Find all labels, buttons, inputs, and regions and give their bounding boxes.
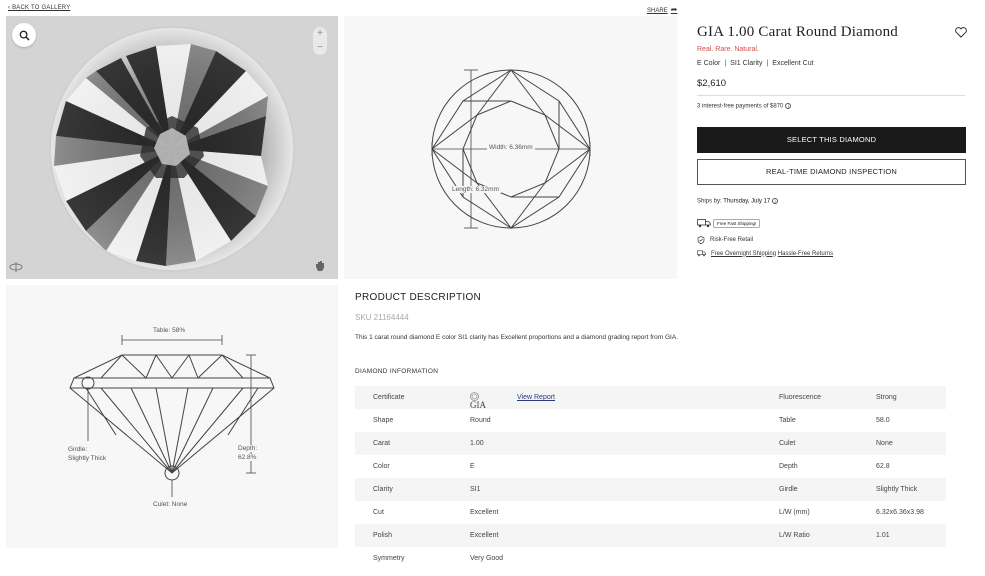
zoom-out-icon[interactable]: − xyxy=(317,42,323,53)
spec-summary xyxy=(697,60,814,67)
table-row: Color E Depth 62.8 xyxy=(373,463,890,470)
side-profile-diagram xyxy=(6,285,338,548)
delivery-truck-icon xyxy=(697,218,711,228)
divider: | xyxy=(724,60,727,67)
sku: SKU 21164444 xyxy=(355,313,409,322)
free-shipping-row xyxy=(697,217,760,229)
gia-logo: GIA xyxy=(470,392,479,401)
side-profile-drawing xyxy=(6,285,338,548)
heart-icon[interactable] xyxy=(955,27,967,38)
spec-color: E Color xyxy=(697,60,721,67)
share-arrow-icon: ➦ xyxy=(670,5,678,14)
product-title: GIA 1.00 Carat Round Diamond xyxy=(697,24,898,40)
zoom-in-icon[interactable]: + xyxy=(317,28,323,39)
girdle-value: Slightly Thick xyxy=(68,455,107,462)
product-description-heading: PRODUCT DESCRIPTION xyxy=(355,292,482,303)
select-diamond-button[interactable]: SELECT THIS DIAMOND xyxy=(697,127,966,153)
table-row: Polish Excellent L/W Ratio 1.01 xyxy=(355,524,946,547)
risk-free-perk: Risk-Free Retail xyxy=(697,236,753,244)
price: $2,610 xyxy=(697,78,727,89)
table-row: Certificate GIA View Report Fluorescence Strong xyxy=(355,386,946,409)
returns-link[interactable]: Hassle-Free Returns xyxy=(777,250,834,257)
calendar-info-icon[interactable]: i xyxy=(772,198,778,204)
divider: | xyxy=(766,60,769,67)
table-row: Carat 1.00 Culet None xyxy=(355,432,946,455)
free-shipping-badge: Free Fast Shipping! xyxy=(713,219,760,228)
back-to-gallery-link[interactable]: ‹ BACK TO GALLERY xyxy=(8,5,71,11)
info-icon[interactable]: i xyxy=(785,103,791,109)
view-report-link[interactable]: View Report xyxy=(517,394,556,401)
table-row: Symmetry Very Good xyxy=(373,555,504,562)
shipping-returns-perk xyxy=(697,250,833,257)
ships-by: Ships by: Thursday, July 17 i xyxy=(697,198,778,205)
divider xyxy=(697,95,965,96)
table-row: Cut Excellent L/W (mm) 6.32x6.36x3.98 xyxy=(373,509,924,516)
share-link[interactable]: SHARE ➦ xyxy=(647,5,678,14)
diamond-info-table xyxy=(355,386,946,570)
culet-label: Culet: None xyxy=(153,501,188,508)
search-icon xyxy=(19,30,30,41)
hand-drag-icon[interactable] xyxy=(313,259,327,273)
length-label: Length: 6.32mm xyxy=(452,186,499,193)
description-text: This 1 carat round diamond E color SI1 clarity has Excellent proportions and a diamond grading report from GIA. xyxy=(355,334,678,341)
rotate-360-icon[interactable] xyxy=(9,261,23,273)
tagline: Real. Rare. Natural. xyxy=(697,46,759,53)
diamond-photo xyxy=(6,16,338,279)
diamond-photo-viewer[interactable] xyxy=(6,16,338,279)
zoom-controls xyxy=(313,27,327,55)
top-view-diagram xyxy=(344,16,677,279)
spec-clarity: SI1 Clarity xyxy=(730,60,763,67)
depth-label: Depth: xyxy=(238,445,258,452)
diamond-information-heading: DIAMOND INFORMATION xyxy=(355,368,439,375)
table-label: Table: 58% xyxy=(153,327,186,334)
installments-text: 3 interest-free payments of $870 i xyxy=(697,103,791,110)
overnight-shipping-link[interactable]: Free Overnight Shipping xyxy=(711,250,777,257)
shield-check-icon xyxy=(697,236,705,244)
inspection-button[interactable]: REAL-TIME DIAMOND INSPECTION xyxy=(697,159,966,185)
table-row: Clarity SI1 Girdle Slightly Thick xyxy=(355,478,946,501)
truck-icon xyxy=(697,250,706,257)
zoom-search-button[interactable] xyxy=(12,23,36,47)
depth-value: 62.8% xyxy=(238,454,257,461)
table-row: Shape Round Table 58.0 xyxy=(373,417,890,424)
girdle-label: Girdle: xyxy=(68,446,88,453)
top-bar xyxy=(0,0,985,16)
spec-cut: Excellent Cut xyxy=(772,60,814,67)
width-label: Width: 6.36mm xyxy=(489,144,533,151)
chevron-left-icon: ‹ xyxy=(8,5,13,11)
